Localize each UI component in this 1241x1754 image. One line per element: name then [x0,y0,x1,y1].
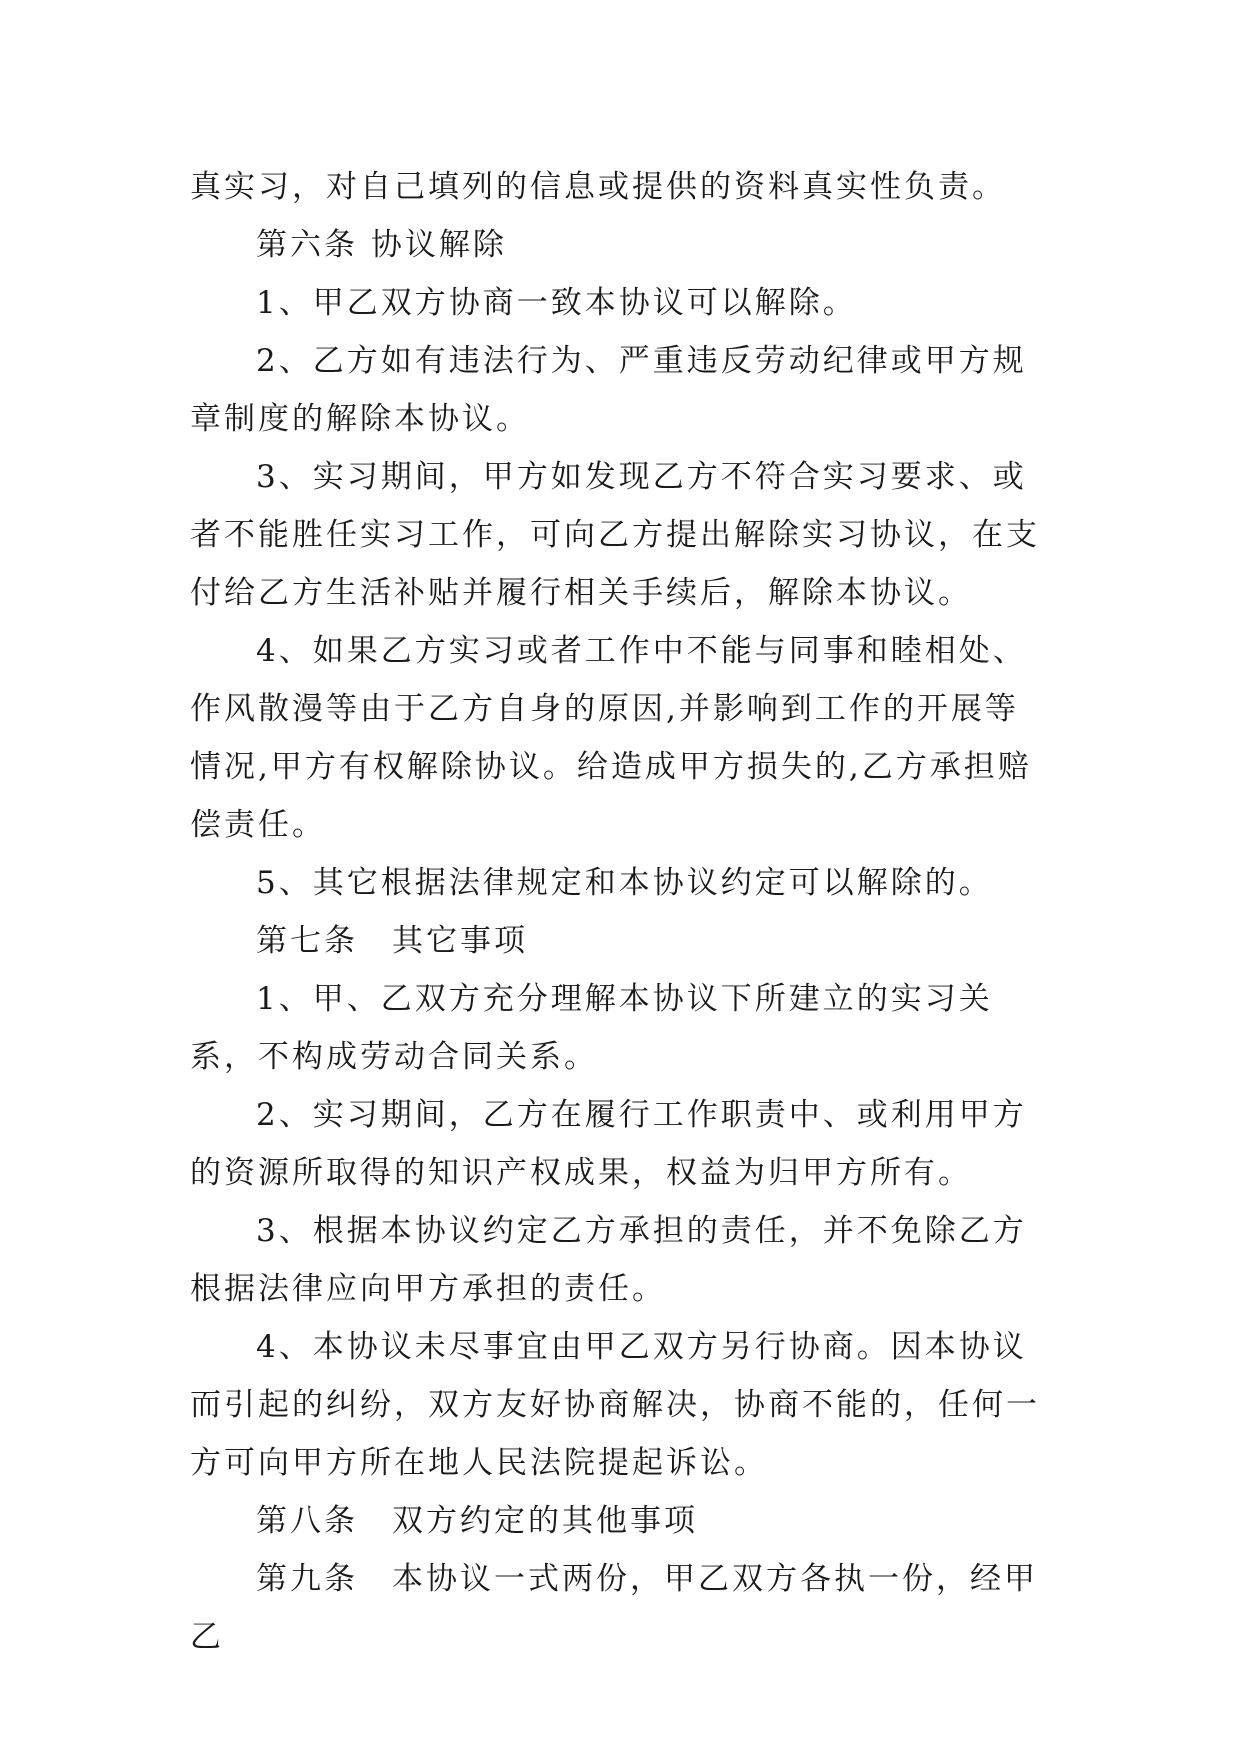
article-7-clause-3: 3、根据本协议约定乙方承担的责任，并不免除乙方根据法律应向甲方承担的责任。 [190,1213,1027,1307]
article-7-clause-2: 2、实习期间，乙方在履行工作职责中、或利用甲方的资源所取得的知识产权成果，权益为归甲方所有。 [190,1097,1027,1191]
article-8-heading: 第八条 双方约定的其他事项 [256,1503,698,1539]
article-6-clause-4: 4、如果乙方实习或者工作中不能与同事和睦相处、作风散漫等由于乙方自身的原因,并影响到工作的开展等情况,甲方有权解除协议。给造成甲方损失的,乙方承担赔偿责任。 [190,633,1032,843]
article-6-clause-3: 3、实习期间，甲方如发现乙方不符合实习要求、或者不能胜任实习工作，可向乙方提出解除实习协议，在支付给乙方生活补贴并履行相关手续后，解除本协议。 [190,459,1040,611]
article-6-clause-5: 5、其它根据法律规定和本协议约定可以解除的。 [256,865,993,901]
article-9-heading: 第九条 本协议一式两份，甲乙双方各执一份，经甲乙 [190,1561,1038,1655]
article-7-clause-4: 4、本协议未尽事宜由甲乙双方另行协商。因本协议而引起的纠纷，双方友好协商解决，协商不能的，任何一方可向甲方所在地人民法院提起诉讼。 [190,1329,1040,1481]
article-7-clause-1: 1、甲、乙双方充分理解本协议下所建立的实习关系，不构成劳动合同关系。 [190,981,993,1075]
article-6-heading: 第六条 协议解除 [256,227,507,263]
paragraph-continuation: 真实习，对自己填列的信息或提供的资料真实性负责。 [190,169,1006,205]
article-6-clause-2: 2、乙方如有违法行为、严重违反劳动纪律或甲方规章制度的解除本协议。 [190,343,1027,437]
article-6-clause-1: 1、甲乙双方协商一致本协议可以解除。 [256,285,857,321]
article-7-heading: 第七条 其它事项 [256,923,528,959]
document-body [190,158,1050,1666]
